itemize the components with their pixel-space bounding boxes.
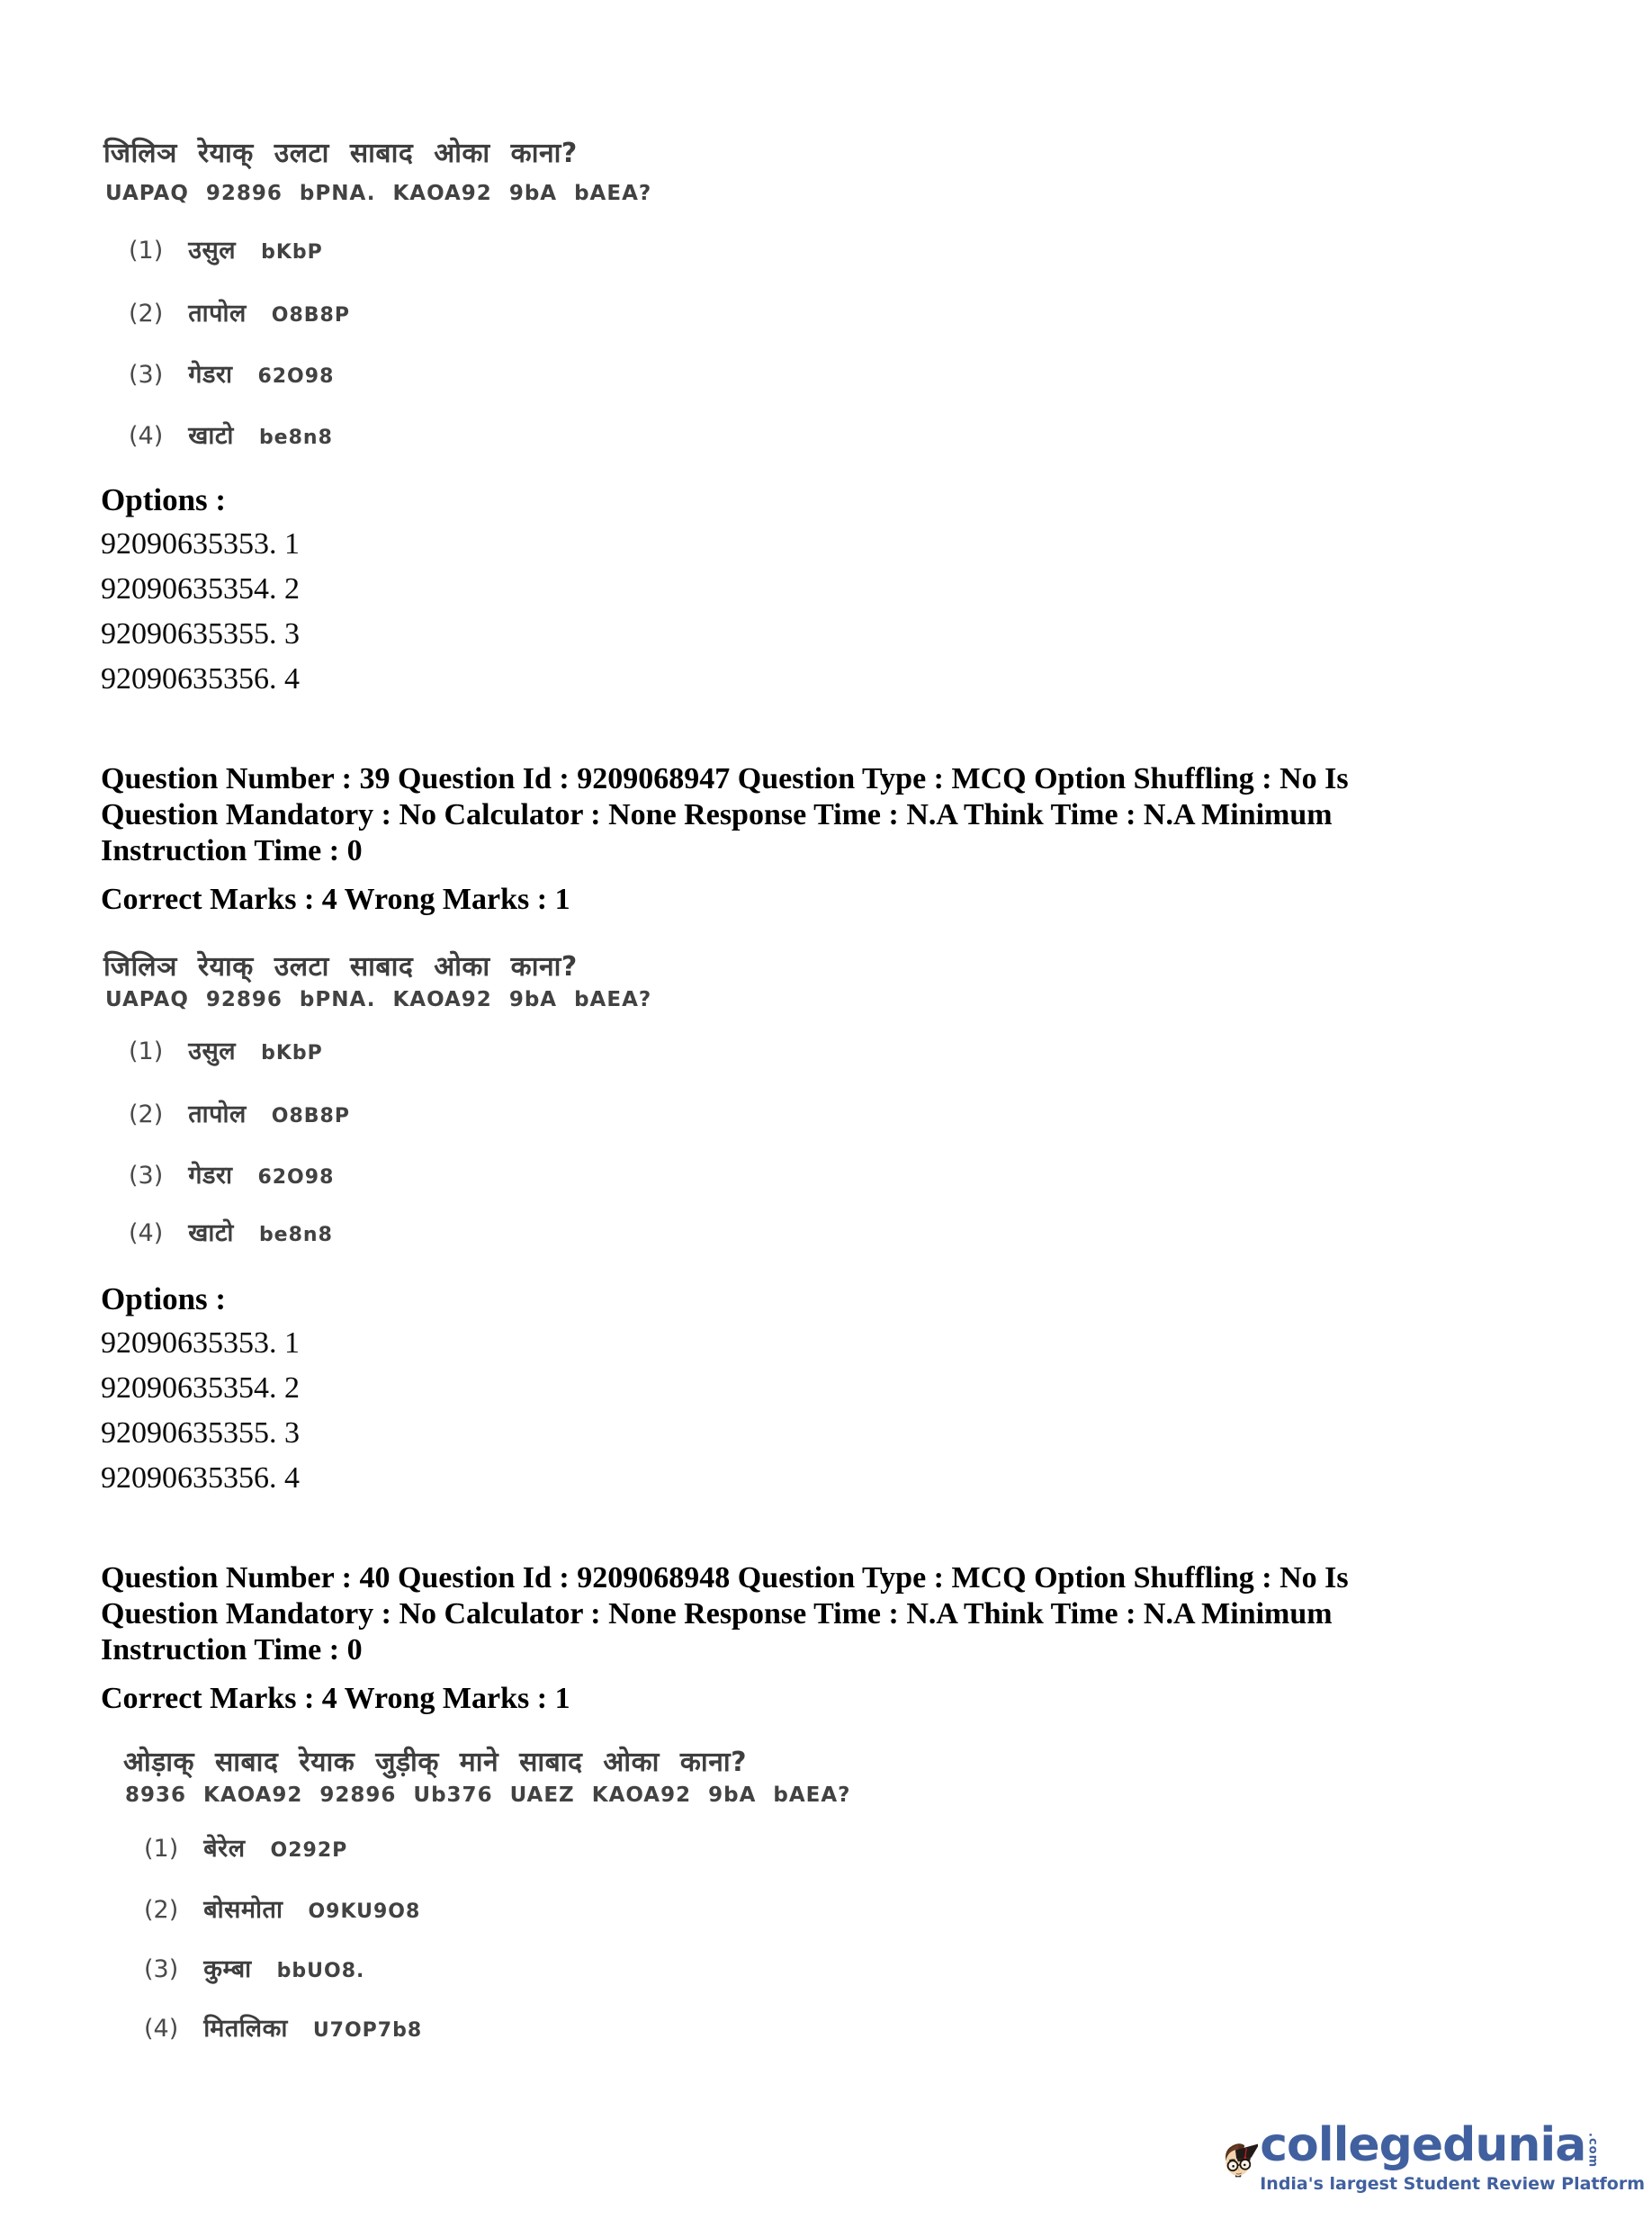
option-text-hindi: गेडरा [188, 1162, 233, 1190]
question-text-santali: UAPAQ 92896 bPNA. KAOA92 9bA bAEA? [105, 182, 652, 205]
option-text-santali: U7OP7b8 [312, 2019, 423, 2042]
question-text-santali: UAPAQ 92896 bPNA. KAOA92 9bA bAEA? [105, 988, 652, 1011]
option-number: (3) [144, 1955, 179, 1983]
option-text-hindi: बेरेल [203, 1835, 246, 1863]
question-option-row [129, 1096, 350, 1129]
question-text-santali: 8936 KAOA92 92896 Ub376 UAEZ KAOA92 9bA bAEA? [125, 1783, 851, 1807]
option-text-santali: O9KU9O8 [308, 1900, 421, 1923]
question-39-metadata [101, 761, 1504, 918]
option-number: (4) [129, 422, 164, 450]
question-option-row [144, 1830, 347, 1864]
brand-row [1260, 2120, 1645, 2170]
option-id: 92090635353. 1 [101, 1326, 300, 1360]
metadata-line: Question Mandatory : No Calculator : None Response Time : N.A Think Time : N.A Minimum [101, 1597, 1333, 1631]
option-id: 92090635354. 2 [101, 572, 300, 606]
metadata-line: Question Number : 40 Question Id : 9209068948 Question Type : MCQ Option Shuffling : No Is [101, 1561, 1349, 1595]
option-number: (1) [129, 1038, 164, 1065]
question-option-row [129, 1157, 334, 1190]
collegedunia-logo [1222, 2086, 1645, 2228]
option-text-santali: O8B8P [271, 304, 350, 327]
option-text-santali: 62O98 [257, 365, 335, 388]
option-text-hindi: उसुल [188, 1038, 237, 1065]
option-text-hindi: खाटो [188, 422, 234, 450]
question-option-row [129, 1215, 333, 1248]
question-option-row [144, 1891, 420, 1925]
option-text-santali: be8n8 [258, 427, 333, 449]
question-text-hindi: ओड़ाक् साबाद रेयाक जुड़ीक् माने साबाद ओका काना? [123, 1747, 748, 1778]
options-label: Options : [101, 482, 227, 517]
option-text-hindi: कुम्बा [203, 1955, 252, 1983]
option-number: (4) [129, 1219, 164, 1247]
brand-tagline: India's largest Student Review Platform [1260, 2174, 1645, 2194]
question-option-row [129, 356, 334, 390]
option-number: (2) [129, 300, 164, 328]
option-id: 92090635356. 4 [101, 662, 300, 696]
option-number: (3) [129, 361, 164, 389]
option-number: (2) [144, 1896, 179, 1924]
option-text-hindi: उसुल [188, 237, 237, 265]
metadata-line: Question Number : 39 Question Id : 9209068947 Question Type : MCQ Option Shuffling : No Is [101, 762, 1349, 795]
option-id-list [101, 522, 300, 702]
option-number: (4) [144, 2015, 179, 2043]
question-option-row [129, 232, 323, 265]
logo-text-block [1260, 2120, 1645, 2194]
option-text-santali: bKbP [261, 241, 323, 264]
option-text-hindi: गेडरा [188, 361, 233, 389]
option-text-hindi: मितलिका [203, 2015, 288, 2043]
brand-name: collegedunia [1260, 2118, 1586, 2172]
marks-line: Correct Marks : 4 Wrong Marks : 1 [101, 883, 570, 916]
option-text-santali: O292P [270, 1839, 348, 1862]
question-option-row [144, 1951, 364, 1984]
option-number: (2) [129, 1101, 164, 1128]
collegedunia-mascot-icon [1222, 2087, 1258, 2227]
option-number: (1) [144, 1835, 179, 1863]
question-text-hindi: जिलिञ रेयाक् उलटा साबाद ओका काना? [103, 951, 578, 983]
option-id: 92090635356. 4 [101, 1461, 300, 1495]
brand-domain-suffix: .com [1585, 2133, 1600, 2169]
question-text-hindi: जिलिञ रेयाक् उलटा साबाद ओका काना? [103, 138, 578, 169]
option-text-hindi: तापोल [188, 300, 247, 328]
question-option-row [129, 295, 350, 328]
question-option-row [129, 418, 333, 451]
option-text-santali: bKbP [261, 1042, 323, 1065]
marks-line: Correct Marks : 4 Wrong Marks : 1 [101, 1682, 570, 1715]
option-text-hindi: तापोल [188, 1101, 247, 1128]
question-option-row [129, 1033, 323, 1066]
option-text-santali: be8n8 [258, 1224, 333, 1246]
options-label: Options : [101, 1281, 227, 1316]
option-number: (3) [129, 1162, 164, 1190]
metadata-line: Instruction Time : 0 [101, 834, 363, 867]
option-id: 92090635355. 3 [101, 617, 300, 651]
question-option-row [144, 2010, 422, 2044]
option-id: 92090635353. 1 [101, 527, 300, 561]
option-text-hindi: बोसमोता [203, 1896, 283, 1924]
option-text-hindi: खाटो [188, 1219, 234, 1247]
question-40-metadata [101, 1560, 1504, 1717]
option-id: 92090635355. 3 [101, 1416, 300, 1450]
option-text-santali: bbUO8. [276, 1960, 365, 1982]
option-text-santali: 62O98 [257, 1166, 335, 1189]
metadata-line: Question Mandatory : No Calculator : None Response Time : N.A Think Time : N.A Minimum [101, 798, 1333, 831]
option-text-santali: O8B8P [271, 1105, 350, 1127]
option-id-list [101, 1321, 300, 1501]
metadata-line: Instruction Time : 0 [101, 1633, 363, 1667]
option-id: 92090635354. 2 [101, 1371, 300, 1405]
option-number: (1) [129, 237, 164, 265]
